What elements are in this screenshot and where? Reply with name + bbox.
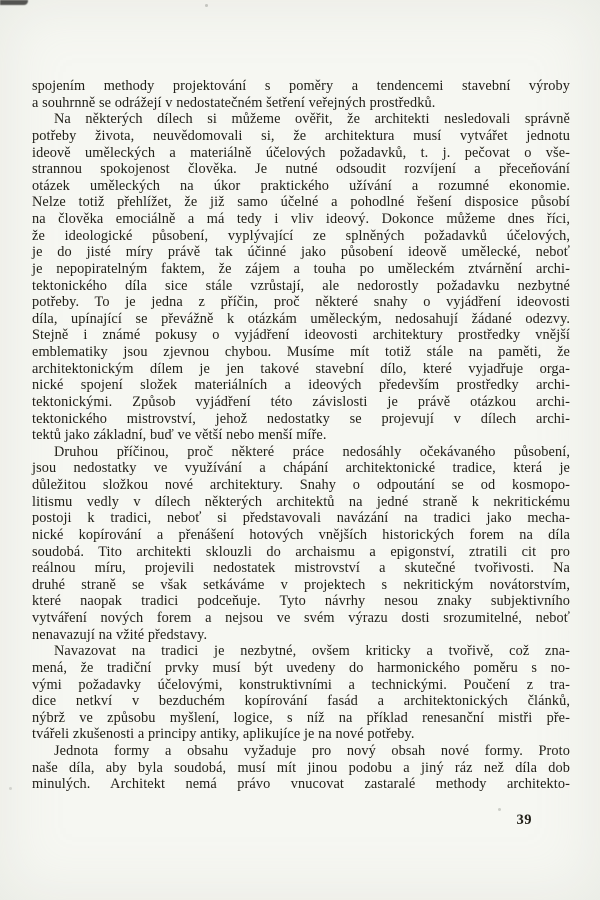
text-line: je nepopiratelným faktem, že zájem a touha po uměleckém ztvárnění archi-: [32, 260, 570, 277]
text-line: Nelze totiž přehlížet, že již samo účelné a pohodlné řešení disposice působí: [32, 194, 570, 211]
paragraph: [32, 743, 570, 793]
scan-speck: [498, 808, 501, 811]
text-line: na člověka emociálně a má tedy i vliv ideový. Dokonce můžeme dnes říci,: [32, 211, 570, 227]
text-line: nenavazují na vžité představy.: [32, 626, 208, 643]
text-line: emblematiky jsou zjevnou chybou. Musíme mít totiž stále na paměti, že: [32, 344, 570, 360]
text-line: Jednota formy a obsahu vyžaduje pro nový obsah nové formy. Proto: [54, 743, 570, 759]
paragraph: [32, 444, 570, 644]
text-line: a souhrnně se odrážejí v nedostatečném šetření veřejných prostředků.: [32, 94, 436, 111]
text-line: nické spojení složek materiálních a ideových především prostředky archi-: [32, 377, 570, 394]
text-line: díla, upínající se převážně k otázkám uměleckým, nedosahují žádané odezvy.: [32, 310, 570, 327]
text-line: druhé straně se však setkáváme v projektech s nekritickým novátorstvím,: [32, 576, 570, 593]
text-line: vytváření nových forem a nejsou ve svém výrazu dosti srozumitelné, neboť: [32, 610, 570, 626]
text-line: strannou spokojenost člověka. Je nutné odsoudit rozvíjení a přeceňování: [32, 161, 570, 178]
text-line: tektů jako základní, buď ve větší nebo menší míře.: [32, 427, 327, 444]
scan-speck: [205, 4, 208, 7]
text-line: vými požadavky účelovými, konstruktivními a technickými. Poučení z tra-: [32, 676, 570, 693]
text-line: jsou nedostatky ve využívání a chápání architektonické tradice, která je: [32, 460, 570, 477]
paragraph: [32, 78, 570, 111]
text-line: nické kopírování a přenášení hotových vnějších historických forem na díla: [32, 526, 570, 543]
text-line: mená, že tradiční prvky musí být uvedeny do harmonického poměru s no-: [32, 659, 570, 676]
text-line: nýbrž ve způsobu myšlení, logice, s níž na příklad renesanční mistři pře-: [32, 709, 570, 726]
text-line: tvářeli zkušenosti a principy antiky, aplikujíce je na nové potřeby.: [32, 726, 415, 743]
text-line: potřeby. To je jedna z příčin, proč některé snahy o vyjádření ideovosti: [32, 294, 570, 311]
text-line: naše díla, aby byla soudobá, musí mít jinou podobu a jiný ráz než díla dob: [32, 759, 570, 776]
paragraph: [32, 643, 570, 743]
text-line: reálnou míru, projevili nedostatek mistrovství a skutečné tvořivosti. Na: [32, 560, 570, 577]
page-text-block: [32, 78, 570, 793]
text-line: které naopak tradici podceňuje. Tyto návrhy nesou znaky subjektivního: [32, 593, 570, 610]
text-line: potřeby života, neuvědomovali si, že architektura musí vytvářet jednotu: [32, 127, 570, 144]
text-line: tektonickými. Způsob vyjádření této závislosti je právě otázkou archi-: [32, 393, 570, 410]
text-line: Na některých dílech si můžeme ověřit, že architekti nesledovali správně: [54, 111, 570, 128]
text-line: ideově uměleckých a materiálně účelových požadavků, t. j. pečovat o vše-: [32, 144, 570, 161]
text-line: dice netkví v bezduchém kopírování fasád a architektonických článků,: [32, 693, 570, 710]
scan-artifact-top-left: [0, 0, 28, 5]
text-line: je do jisté míry právě tak účinné jako působení ideově umělecké, neboť: [32, 244, 570, 261]
text-line: tektonického díla sice stále vzrůstají, ale nedorostly požadavku nezbytné: [32, 277, 570, 294]
text-line: že ideologické působení, vyplývající ze splněných požadavků účelových,: [32, 227, 570, 244]
text-line: architektonickým dílem je jen takové stavební dílo, které vyjadřuje orga-: [32, 360, 570, 377]
text-line: Stejně i známé pokusy o vyjádření ideovosti architektury prostředky vnější: [32, 327, 570, 344]
text-line: minulých. Architekt nemá právo vnucovat zastaralé methody architekto-: [32, 776, 570, 793]
text-line: tektonického mistrovství, jehož nedostatky se projevují v dílech archi-: [32, 410, 570, 427]
text-line: Navazovat na tradici je nezbytné, ovšem kriticky a tvořivě, což zna-: [54, 643, 570, 660]
text-line: spojením methody projektování s poměry a tendencemi stavební výroby: [32, 78, 570, 94]
text-line: postoji k tradici, neboť si představovali navázání na tradici jako mecha-: [32, 510, 570, 527]
text-line: důležitou složkou nové architektury. Snahy o odpoutání se od kosmopo-: [32, 477, 570, 493]
text-line: Druhou příčinou, proč některé práce nedosáhly očekávaného působení,: [54, 443, 570, 460]
text-line: soudobá. Tito architekti sklouzli do archaismu a epigonství, ztratili cit pro: [32, 543, 570, 560]
page-number: 39: [516, 812, 532, 828]
scan-speck: [9, 787, 12, 790]
text-line: litismu vedly v dílech některých architektů na jedné straně k nekritickému: [32, 493, 570, 510]
text-line: otázek uměleckých na úkor praktického užívání a rozumné ekonomie.: [32, 177, 570, 194]
paragraph: [32, 111, 570, 444]
